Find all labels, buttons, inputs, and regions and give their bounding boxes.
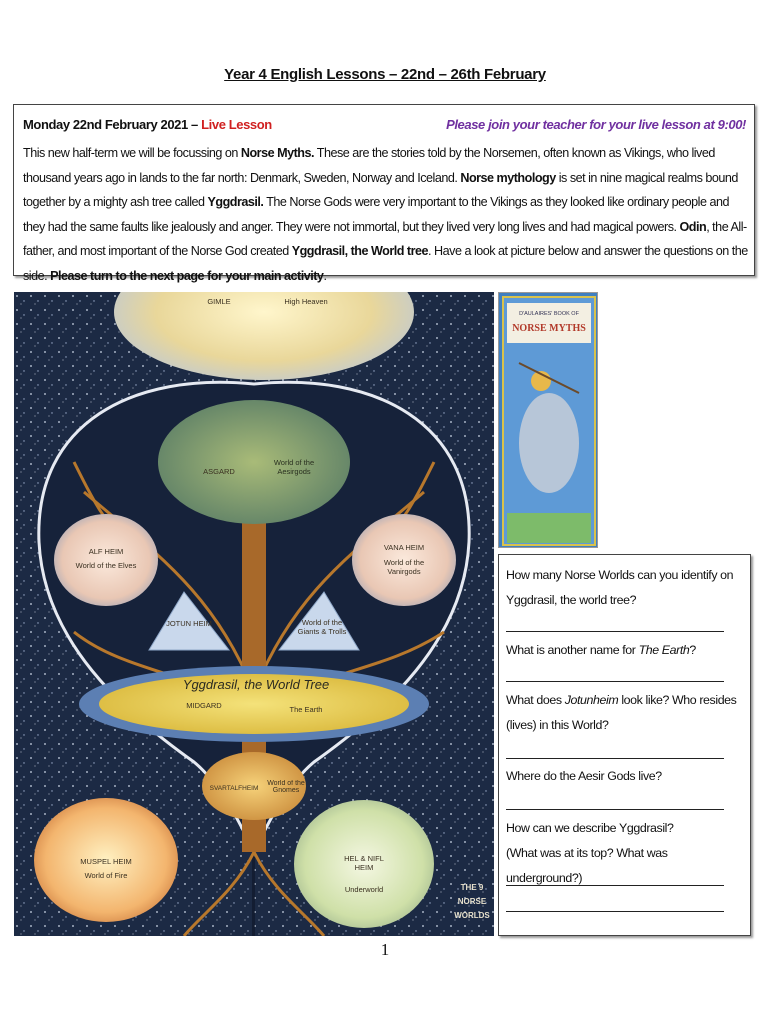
label-svartalfheim-desc-wrap	[266, 780, 306, 810]
intro-text: . Have a look at picture below and answer the questions on the side.	[23, 244, 748, 283]
question-2-end: ?	[689, 643, 696, 657]
label-alfheim: ALF HEIM	[88, 547, 124, 556]
intro-text: is set in nine magical realms bound together by a mighty ash tree called	[23, 170, 738, 209]
label-svartalfheim-desc: World of the Gnomes	[267, 780, 305, 794]
corner-label-3: WORLDS	[454, 911, 490, 920]
question-5	[506, 816, 742, 891]
label-gimle: GIMLE	[207, 297, 231, 306]
question-5-line-1: How can we describe Yggdrasil?	[506, 821, 674, 835]
cover-horse	[519, 393, 579, 493]
label-alfheim-desc: World of the Elves	[75, 561, 137, 570]
intro-bold: Odin	[679, 219, 707, 234]
intro-paragraph	[23, 141, 749, 288]
question-3-emphasis: Jotunheim	[564, 693, 619, 707]
label-high-heaven: High Heaven	[284, 297, 328, 306]
live-lesson-label: Live Lesson	[201, 117, 272, 132]
answer-line[interactable]	[506, 681, 724, 682]
label-jotunheim-desc-wrap	[294, 618, 350, 648]
lesson-date-text: Monday 22nd February 2021 –	[23, 117, 198, 132]
cover-ground	[507, 513, 591, 543]
corner-label-1: THE 9	[460, 883, 484, 892]
page-title: Year 4 English Lessons – 22nd – 26th February	[224, 66, 546, 83]
lesson-date	[23, 117, 272, 132]
label-hel-desc: Underworld	[344, 885, 384, 894]
label-vanaheim: VANA HEIM	[383, 543, 425, 552]
label-muspelheim: MUSPEL HEIM	[80, 857, 132, 866]
book-cover-art	[499, 293, 598, 548]
question-3-text: What does	[506, 693, 562, 707]
label-midgard-desc: The Earth	[289, 705, 323, 714]
answer-line[interactable]	[506, 885, 724, 886]
answer-line[interactable]	[506, 911, 724, 912]
artwork-title: Yggdrasil, the World Tree	[182, 677, 330, 692]
intro-text: , the All-father, and most important of the Norse God created	[23, 219, 747, 258]
answer-line[interactable]	[506, 631, 724, 632]
label-midgard: MIDGARD	[186, 701, 222, 710]
label-hel-wrap	[334, 854, 394, 884]
intro-bold: Yggdrasil, the World tree	[291, 244, 429, 258]
intro-text: The Norse Gods were very important to the Vikings as they looked like ordinary people and they had the same faults like jealously and anger. They were not immortal, but they lived very long lives and had magical powers.	[23, 195, 729, 234]
page-number: 1	[380, 940, 390, 959]
intro-box	[13, 104, 755, 283]
label-hel: HEL & NIFL HEIM	[344, 854, 384, 872]
intro-bold: Norse mythology	[460, 170, 556, 185]
label-vanaheim-desc-wrap	[374, 558, 434, 588]
label-asgard: ASGARD	[203, 467, 235, 476]
label-svartalfheim: SVARTALFHEIM	[209, 785, 259, 792]
cover-title: NORSE MYTHS	[512, 323, 586, 334]
question-2	[506, 638, 742, 663]
answer-line[interactable]	[506, 809, 724, 810]
join-note: Please join your teacher for your live lesson at 9:00!	[446, 117, 746, 132]
label-vanaheim-desc: World of the Vanirgods	[383, 558, 425, 576]
question-1: How many Norse Worlds can you identify on Yggdrasil, the world tree?	[506, 568, 734, 607]
answer-line[interactable]	[506, 758, 724, 759]
question-2-text: What is another name for	[506, 643, 636, 657]
label-asgard-desc: World of the Aesirgods	[273, 458, 315, 476]
alfheim-realm	[54, 514, 158, 606]
question-3	[506, 688, 742, 738]
question-5-line-2: (What was at its top? What was underground?)	[506, 846, 668, 885]
corner-label-2: NORSE	[457, 897, 487, 906]
intro-bold: Yggdrasil.	[207, 195, 264, 209]
book-cover	[498, 292, 598, 548]
question-4: Where do the Aesir Gods live?	[506, 769, 662, 783]
yggdrasil-illustration	[14, 292, 494, 936]
label-jotunheim: JOTUN HEIM	[166, 619, 212, 628]
intro-bold: Please turn to the next page for your main activity	[50, 268, 324, 283]
intro-text: .	[323, 268, 327, 283]
intro-bold: Norse Myths.	[240, 146, 314, 160]
label-asgard-desc-wrap	[264, 458, 324, 488]
label-muspelheim-desc: World of Fire	[84, 871, 128, 880]
intro-text: This new half-term we will be focussing on	[23, 146, 238, 160]
cover-subtitle: D'AULAIRES' BOOK OF	[519, 311, 579, 317]
questions-box	[498, 554, 751, 936]
intro-text: These are the stories told by the Norsemen, often known as Vikings, who lived thousand years ago in lands to the far north: Denmark, Sweden, Norway and Iceland.	[23, 146, 715, 185]
question-2-emphasis: The Earth	[638, 643, 690, 657]
question-3-end: look like? Who resides (lives) in this World?	[506, 693, 737, 732]
yggdrasil-artwork	[14, 292, 494, 936]
label-jotunheim-desc: World of the Giants & Trolls	[297, 618, 347, 636]
